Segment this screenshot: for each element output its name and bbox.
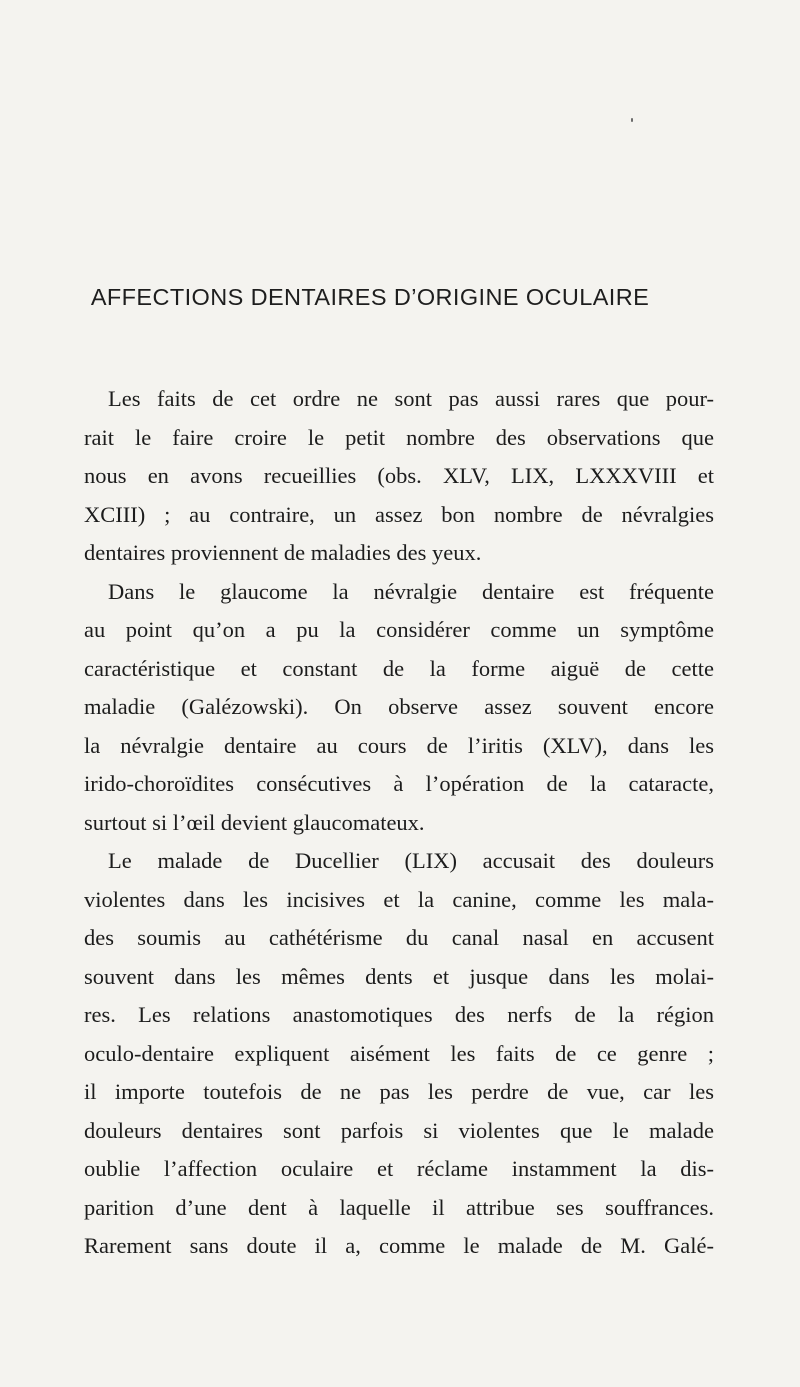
text-line: il importe toutefois de ne pas les perdre de vue, car les <box>84 1079 714 1104</box>
text-line: Le malade de Ducellier (LIX) accusait des douleurs <box>108 848 714 873</box>
text-line: surtout si l’œil devient glaucomateux. <box>84 809 425 835</box>
text-line: douleurs dentaires sont parfois si violentes que le malade <box>84 1117 714 1143</box>
text-line: parition d’une dent à laquelle il attribue ses souffrances. <box>84 1194 714 1220</box>
text-line: Rarement sans doute il a, comme le malade de M. Galé- <box>84 1233 714 1258</box>
paper-speck <box>631 118 633 122</box>
text-line: violentes dans les incisives et la canine, comme les mala- <box>84 886 714 912</box>
text-line: XCIII) ; au contraire, un assez bon nombre de névralgies <box>84 501 714 527</box>
text-line: irido-choroïdites consécutives à l’opération de la cataracte, <box>84 771 714 796</box>
text-line: la névralgie dentaire au cours de l’iritis (XLV), dans les <box>84 732 714 758</box>
text-line: au point qu’on a pu la considérer comme un symptôme <box>84 617 714 642</box>
text-line: res. Les relations anastomotiques des nerfs de la région <box>84 1002 714 1027</box>
text-line: nous en avons recueillies (obs. XLV, LIX, LXXXVIII et <box>84 463 714 488</box>
text-line: souvent dans les mêmes dents et jusque dans les molai- <box>84 963 714 989</box>
text-line: dentaires proviennent de maladies des yeux. <box>84 540 482 565</box>
text-line: oculo-dentaire expliquent aisément les faits de ce genre ; <box>84 1040 714 1066</box>
body-text <box>84 380 714 1266</box>
text-line: maladie (Galézowski). On observe assez souvent encore <box>84 694 714 719</box>
text-line: des soumis au cathétérisme du canal nasal en accusent <box>84 925 714 950</box>
text-line: rait le faire croire le petit nombre des observations que <box>84 424 714 450</box>
text-line: caractéristique et constant de la forme aiguë de cette <box>84 655 714 681</box>
text-line: Les faits de cet ordre ne sont pas aussi rares que pour- <box>108 386 714 411</box>
text-line: Dans le glaucome la névralgie dentaire est fréquente <box>108 578 714 604</box>
running-header: AFFECTIONS DENTAIRES D’ORIGINE OCULAIRE <box>90 284 650 310</box>
text-line: oublie l’affection oculaire et réclame instamment la dis- <box>84 1156 714 1181</box>
